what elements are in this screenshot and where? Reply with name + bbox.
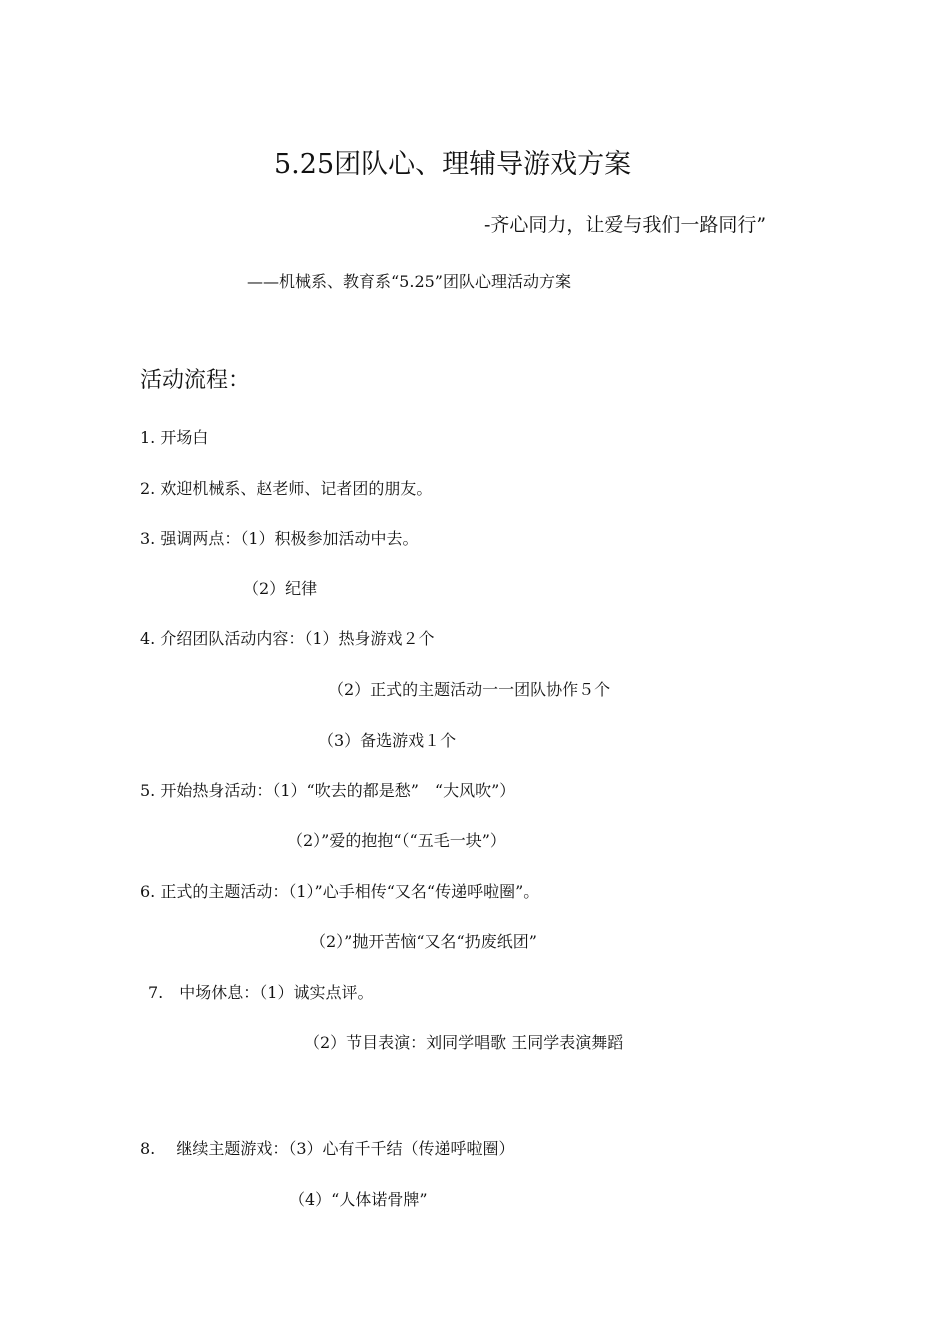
flow-item-3-sub-2: （2）纪律 <box>243 579 318 598</box>
flow-item-5: 5. 开始热身活动：（1）“吹去的都是愁” “大风吹”） <box>140 781 516 800</box>
document-subtitle: -齐心同力，让爱与我们一路同行” <box>484 214 767 236</box>
flow-item-6-sub-2: （2）”抛开苦恼“又名“扔废纸团” <box>310 932 537 951</box>
flow-item-4-sub-2: （2）正式的主题活动一一团队协作５个 <box>328 680 611 699</box>
flow-item-8-sub-4: （4）“人体诺骨牌” <box>289 1190 428 1209</box>
flow-item-7: 7. 中场休息：（1）诚实点评。 <box>148 983 374 1002</box>
document-byline: ——机械系、教育系“5.25”团队心理活动方案 <box>247 272 571 291</box>
flow-item-2: 2. 欢迎机械系、赵老师、记者团的朋友。 <box>140 479 433 498</box>
flow-item-4: 4. 介绍团队活动内容：（1）热身游戏２个 <box>140 629 435 648</box>
flow-item-3: 3. 强调两点：（1）积极参加活动中去。 <box>140 529 419 548</box>
flow-item-6: 6. 正式的主题活动：（1）”心手相传“又名“传递呼啦圈”。 <box>140 882 540 901</box>
document-title: 5.25团队心、理辅导游戏方案 <box>274 149 632 180</box>
flow-item-1: 1. 开场白 <box>140 428 209 447</box>
flow-item-7-sub-2: （2）节目表演：刘同学唱歌 王同学表演舞蹈 <box>304 1033 624 1052</box>
flow-item-8: 8. 继续主题游戏：（3）心有千千结（传递呼啦圈） <box>140 1139 515 1158</box>
flow-item-5-sub-2: （2）”爱的抱抱“（“五毛一块”） <box>287 831 506 850</box>
section-heading: 活动流程： <box>140 368 251 393</box>
flow-item-4-sub-3: （3）备选游戏１个 <box>318 731 457 750</box>
